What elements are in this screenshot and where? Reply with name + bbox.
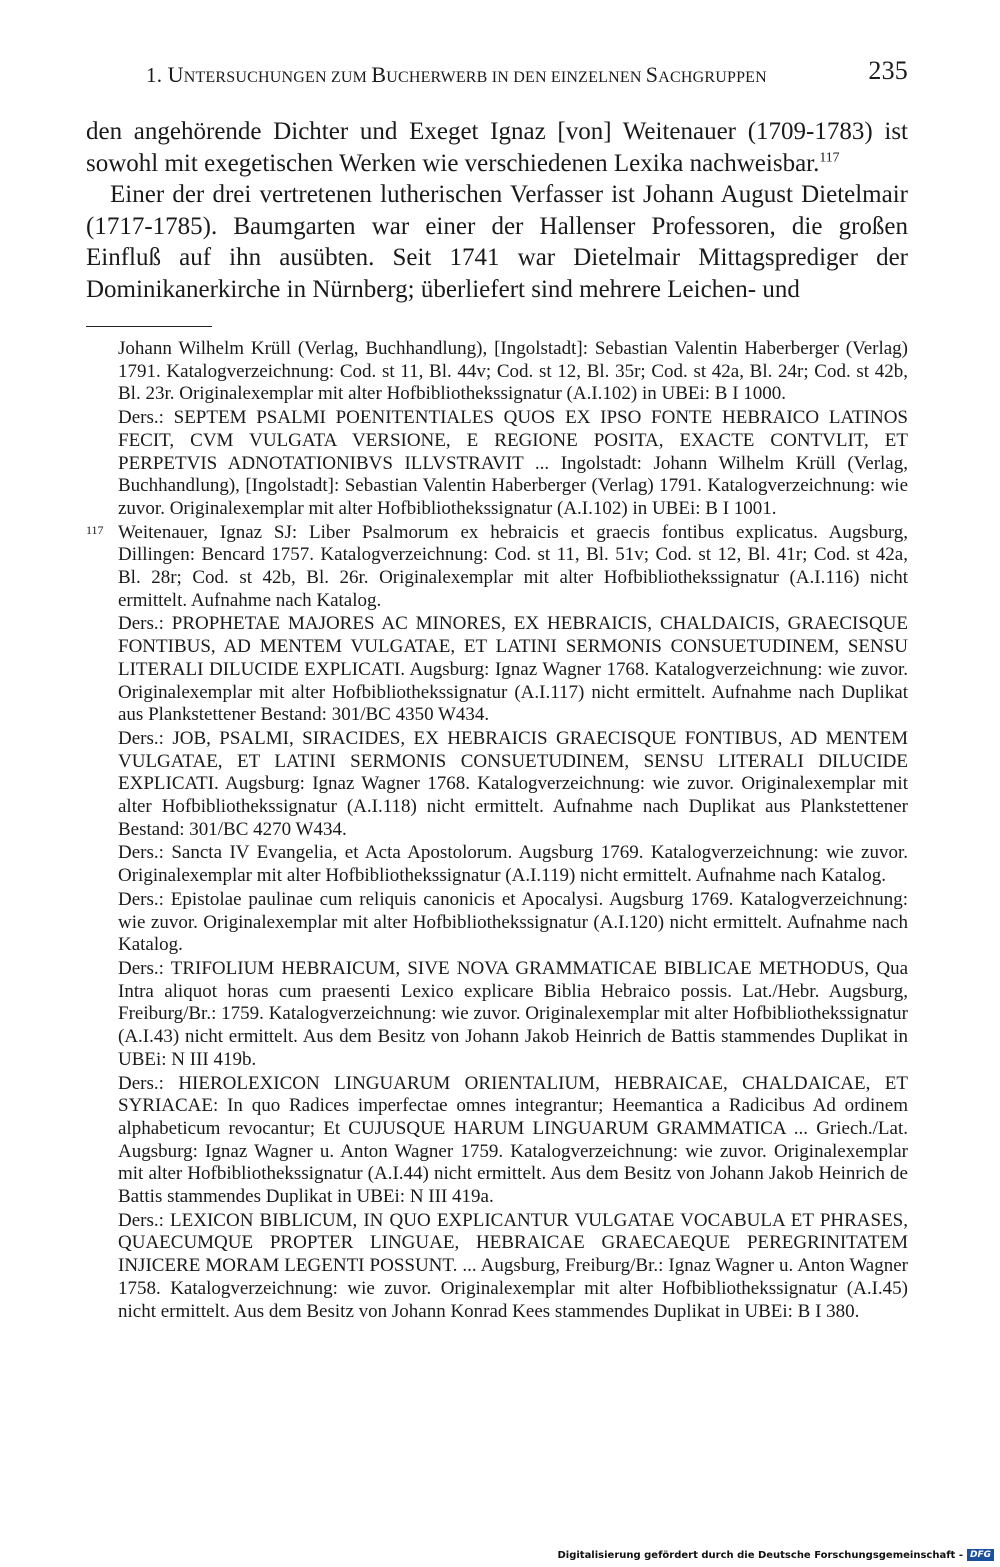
footnote-entry	[86, 958, 908, 1072]
title-cap-3: S	[645, 62, 659, 87]
title-low-2: UCHERWERB IN DEN EINZELNEN	[386, 69, 646, 86]
footnote-text: Weitenauer, Ignaz SJ: Liber Psalmorum ex hebraicis et graecis fontibus explicatus. Augsburg, Dillingen: Bencard 1757. Katalogverzeichnung: Cod. st 11, Bl. 51v; Cod. st 12, Bl. 41r; Cod. st 42a, Bl. 28r; Cod. st 42b, Bl. 26r. Originalexemplar mit alter Hofbibliothekssignatur (A.I.116) nicht ermittelt. Aufnahme nach Katalog.	[118, 521, 908, 611]
footnote-entry	[86, 728, 908, 842]
title-cap-1: U	[167, 62, 184, 87]
footnote-ref-117[interactable]: 117	[819, 149, 840, 165]
section-number: 1.	[146, 63, 163, 87]
footnotes	[86, 338, 908, 1324]
footnote-separator	[86, 326, 212, 327]
paragraph-2: Einer der drei vertretenen lutherischen Verfasser ist Johann August Dietelmair (1717-1785). Baumgarten war einer der Hallenser Professoren, die großen Einfluß auf ihn ausübten. Seit 1741 war Dietelmair Mittagsprediger der Dominikanerkirche in Nürnberg; überliefert sind mehrere Leichen- und	[86, 181, 908, 303]
digitization-footer	[557, 1549, 994, 1561]
footnote-entry	[86, 842, 908, 887]
title-low-3: ACHGRUPPEN	[658, 69, 767, 86]
footnote-text: Ders.: Epistolae paulinae cum reliquis canonicis et Apocalysi. Augsburg 1769. Katalogverzeichnung: wie zuvor. Originalexemplar mit alter Hofbibliothekssignatur (A.I.120) nicht ermittelt. Aufnahme nach Katalog.	[118, 888, 908, 956]
paragraph-1	[86, 116, 908, 179]
footnote-text: Ders.: TRIFOLIUM HEBRAICUM, SIVE NOVA GRAMMATICAE BIBLICAE METHODUS, Qua Intra aliquot horas cum praesenti Lexico explicare Biblia Hebraico possis. Lat./Hebr. Augsburg, Freiburg/Br.: 1759. Katalogverzeichnung: wie zuvor. Originalexemplar mit alter Hofbibliothekssignatur (A.I.43) nicht ermittelt. Aus dem Besitz von Johann Jakob Heinrich de Battis stammendes Duplikat in UBEi: N III 419b.	[118, 957, 908, 1070]
footnote-entry	[86, 889, 908, 957]
footnote-text: Ders.: HIEROLEXICON LINGUARUM ORIENTALIUM, HEBRAICAE, CHALDAICAE, ET SYRIACAE: In quo Radices imperfectae omnes integrantur; Heemantica a Radicibus Ad ordinem alphabeticum revocantur; Et CUJUSQUE HARUM LINGUARUM GRAMMATICA ... Griech./Lat. Augsburg: Ignaz Wagner u. Anton Wagner 1759. Katalogverzeichnung: wie zuvor. Originalexemplar mit alter Hofbibliothekssignatur (A.I.44) nicht ermittelt. Aus dem Besitz von Johann Jakob Heinrich de Battis stammendes Duplikat in UBEi: N III 419a.	[118, 1072, 908, 1208]
footnote-text: Ders.: SEPTEM PSALMI POENITENTIALES QUOS EX IPSO FONTE HEBRAICO LATINOS FECIT, CVM VULGATA VERSIONE, E REGIONE POSITA, EXACTE CONTVLIT, ET PERPETVIS ADNOTATIONIBVS ILLVSTRAVIT ... Ingolstadt: Johann Wilhelm Krüll (Verlag, Buchhandlung), [Ingolstadt]: Sebastian Valentin Haberberger (Verlag) 1791. Katalogverzeichnung: wie zuvor. Originalexemplar mit alter Hofbibliothekssignatur (A.I.102) in UBEi: B I 1001.	[118, 407, 908, 519]
dfg-logo: DFG	[967, 1549, 994, 1561]
footnote-entry	[86, 1073, 908, 1209]
footnote-entry	[86, 407, 908, 521]
title-low-1: NTERSUCHUNGEN ZUM	[183, 69, 372, 86]
footnote-entry	[86, 522, 908, 613]
footnote-text: Johann Wilhelm Krüll (Verlag, Buchhandlung), [Ingolstadt]: Sebastian Valentin Haberberger (Verlag) 1791. Katalogverzeichnung: Cod. st 11, Bl. 44v; Cod. st 12, Bl. 35r; Cod. st 42a, Bl. 24r; Cod. st 42b, Bl. 23r. Originalexemplar mit alter Hofbibliothekssignatur (A.I.102) in UBEi: B I 1000.	[118, 338, 908, 405]
footnote-text: Ders.: JOB, PSALMI, SIRACIDES, EX HEBRAICIS GRAECISQUE FONTIBUS, AD MENTEM VULGATAE, ET LATINI SERMONIS CONSUETUDINEM, SENSU LITERALI DILUCIDE EXPLICATI. Augsburg: Ignaz Wagner 1768. Katalogverzeichnung: wie zuvor. Originalexemplar mit alter Hofbibliothekssignatur (A.I.118) nicht ermittelt. Aufnahme nach Duplikat aus Plankstettener Bestand: 301/BC 4270 W434.	[118, 727, 908, 840]
footnote-entry	[86, 338, 908, 406]
footnote-text: Ders.: Sancta IV Evangelia, et Acta Apostolorum. Augsburg 1769. Katalogverzeichnung: wie zuvor. Originalexemplar mit alter Hofbibliothekssignatur (A.I.119) nicht ermittelt. Aufnahme nach Katalog.	[118, 842, 908, 887]
running-head-title	[146, 62, 767, 88]
footnote-entry	[86, 1210, 908, 1324]
footnote-text: Ders.: PROPHETAE MAJORES AC MINORES, EX HEBRAICIS, CHALDAICIS, GRAECISQUE FONTIBUS, AD MENTEM VULGATAE, ET LATINI SERMONIS CONSUETUDINEM, SENSU LITERALI DILUCIDE EXPLICATI. Augsburg: Ignaz Wagner 1768. Katalogverzeichnung: wie zuvor. Originalexemplar mit alter Hofbibliothekssignatur (A.I.117) nicht ermittelt. Aufnahme nach Duplikat aus Plankstettener Bestand: 301/BC 4350 W434.	[118, 613, 908, 726]
footer-text: Digitalisierung gefördert durch die Deutsche Forschungsgemeinschaft -	[557, 1549, 963, 1561]
main-text	[86, 116, 908, 305]
footnote-entry	[86, 613, 908, 727]
footnote-text: Ders.: LEXICON BIBLICUM, IN QUO EXPLICANTUR VULGATAE VOCABULA ET PHRASES, QUAECUMQUE PROPTER LINGUAE, HEBRAICAE GRAECAEQUE PEREGRINITATEM INJICERE MORAM LEGENTI POSSUNT. ... Augsburg, Freiburg/Br.: Ignaz Wagner u. Anton Wagner 1758. Katalogverzeichnung: wie zuvor. Originalexemplar mit alter Hofbibliothekssignatur (A.I.45) nicht ermittelt. Aus dem Besitz von Johann Konrad Kees stammendes Duplikat in UBEi: B I 380.	[118, 1209, 908, 1322]
page-number: 235	[868, 56, 908, 85]
paragraph-1-text: den angehörende Dichter und Exeget Ignaz [von] Weitenauer (1709-1783) ist sowohl mit exegetischen Werken wie verschiedenen Lexika nachweisbar.	[86, 118, 908, 177]
footnote-mark: 117	[86, 522, 104, 537]
title-cap-2: B	[371, 62, 387, 87]
